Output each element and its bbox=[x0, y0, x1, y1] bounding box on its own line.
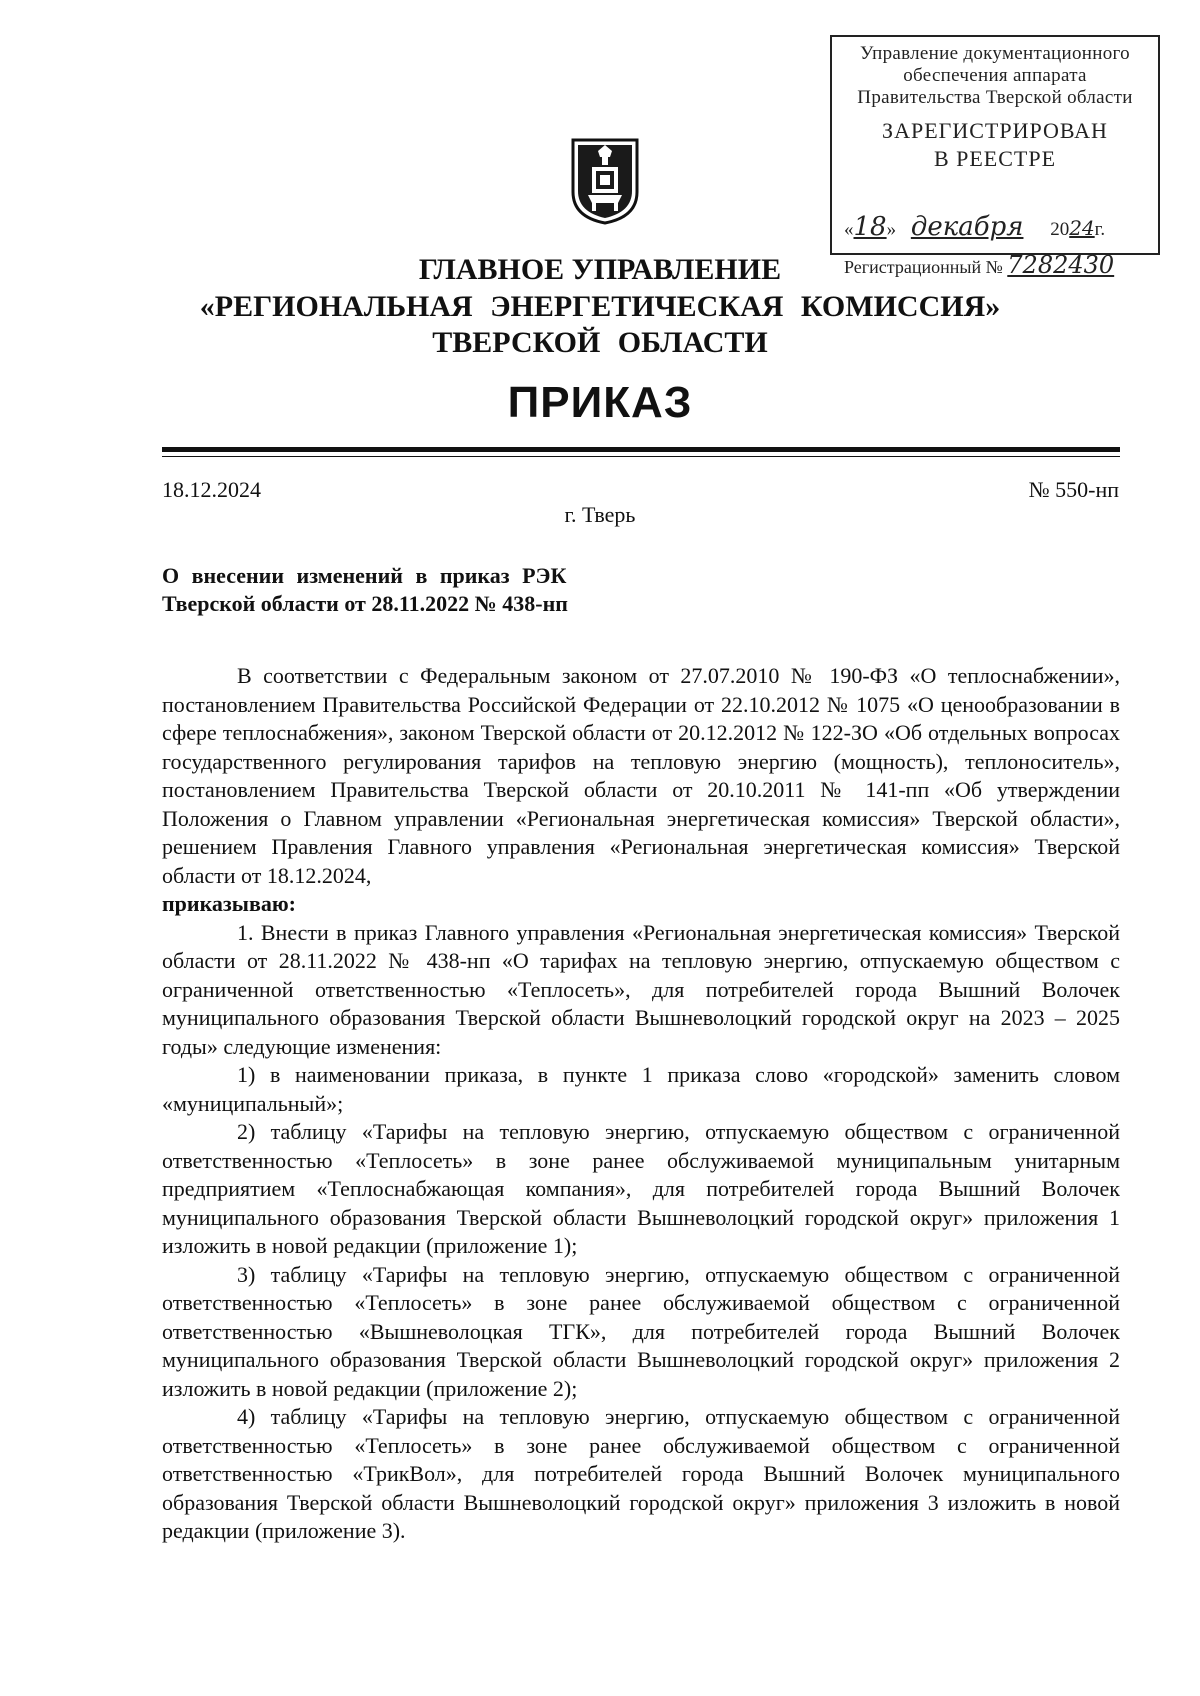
stamp-month: декабря bbox=[910, 212, 1024, 242]
stamp-in-register: В РЕЕСТРЕ bbox=[933, 146, 1057, 171]
subitem-1-paragraph: 1) в наименовании приказа, в пункте 1 приказа слово «городской» заменить словом «муниципальный»; bbox=[162, 1062, 1120, 1116]
document-city: г. Тверь bbox=[564, 502, 636, 527]
subitem-4-paragraph: 4) таблицу «Тарифы на тепловую энергию, отпускаемую обществом с ограниченной ответственностью «Теплосеть» в зоне ранее обслуживаемой обществом с ограниченной ответственностью «ТрикВол», для потребителей города Вышний Волочек муниципального образования Тверской области Вышневолоцкий городской округ» приложения 3 изложить в новой редакции (приложение 3). bbox=[162, 1404, 1120, 1543]
subitem-3-paragraph: 3) таблицу «Тарифы на тепловую энергию, отпускаемую обществом с ограниченной ответственностью «Теплосеть» в зоне ранее обслуживаемой обществом с ограниченной ответственностью «Вышневолоцкая ТГК», для потребителей города Вышний Волочек муниципального образования Тверской области Вышневолоцкий городской округ» приложения 2 изложить в новой редакции (приложение 2); bbox=[162, 1261, 1120, 1401]
registration-stamp bbox=[830, 35, 1160, 279]
document-number: № 550-нп bbox=[1028, 477, 1119, 502]
header-divider-thick bbox=[162, 447, 1120, 452]
preamble-paragraph: В соответствии с Федеральным законом от 27.07.2010 № 190-ФЗ «О теплоснабжении», постановлением Правительства Российской Федерации от 22.10.2012 № 1075 «О ценообразовании в сфере теплоснабжения», законом Тверской области от 20.12.2012 № 122-ЗО «Об отдельных вопросах государственного регулирования тарифов на тепловую энергию (мощность), теплоноситель», постановлением Правительства Тверской области от 20.10.2011 № 141-пп «Об утверждении Положения о Главном управлении «Региональная энергетическая комиссия» Тверской области», решением Правления Главного управления «Региональная энергетическая комиссия» Тверской области от 18.12.2024, bbox=[162, 663, 1120, 888]
document-subject bbox=[162, 562, 722, 618]
document-date: 18.12.2024 bbox=[162, 477, 261, 502]
stamp-year-letter: г. bbox=[1094, 219, 1106, 240]
stamp-reg-label: Регистрационный № bbox=[844, 257, 1003, 277]
subitem-2-paragraph: 2) таблицу «Тарифы на тепловую энергию, отпускаемую обществом с ограниченной ответственностью «Теплосеть» в зоне ранее обслуживаемой муниципальным унитарным предприятием «Теплоснабжающая компания», для потребителей города Вышний Волочек муниципального образования Тверской области Вышневолоцкий городской округ» приложения 1 изложить в новой редакции (приложение 1); bbox=[162, 1119, 1120, 1258]
subject-line-1: О внесении изменений в приказ РЭК bbox=[162, 563, 567, 588]
org-name-line-2: «РЕГИОНАЛЬНАЯ ЭНЕРГЕТИЧЕСКАЯ КОМИССИЯ» bbox=[199, 290, 1001, 323]
stamp-line-2: обеспечения аппарата bbox=[903, 65, 1087, 86]
document-body bbox=[162, 662, 1120, 1546]
item-1-paragraph: 1. Внести в приказ Главного управления «Региональная энергетическая комиссия» Тверской области от 28.11.2022 № 438-нп «О тарифах на тепловую энергию, отпускаемую обществом с ограниченной ответственностью «Теплосеть», для потребителей города Вышний Волочек муниципального образования Тверской области Вышневолоцкий городской округ на 2023 – 2025 годы» следующие изменения: bbox=[162, 919, 1120, 1059]
stamp-line-3: Правительства Тверской области bbox=[857, 87, 1133, 108]
stamp-line-1: Управление документационного bbox=[860, 43, 1130, 64]
org-name-line-1: ГЛАВНОЕ УПРАВЛЕНИЕ bbox=[418, 253, 782, 286]
stamp-year-suffix: 24 bbox=[1069, 216, 1095, 240]
stamp-day: 18 bbox=[853, 212, 887, 242]
header-divider-thin bbox=[162, 456, 1120, 457]
document-type-title: ПРИКАЗ bbox=[507, 378, 693, 427]
subject-line-2: Тверской области от 28.11.2022 № 438-нп bbox=[162, 591, 568, 616]
coat-of-arms-icon bbox=[570, 137, 640, 225]
stamp-date-row: «18» декабря 2024г. bbox=[844, 212, 1106, 242]
stamp-registered: ЗАРЕГИСТРИРОВАН bbox=[882, 118, 1108, 143]
order-word: приказываю: bbox=[162, 891, 296, 916]
stamp-year-prefix: 20 bbox=[1050, 219, 1070, 240]
org-name-line-3: ТВЕРСКОЙ ОБЛАСТИ bbox=[432, 326, 768, 359]
stamp-reg-number: 7282430 bbox=[1007, 251, 1115, 279]
